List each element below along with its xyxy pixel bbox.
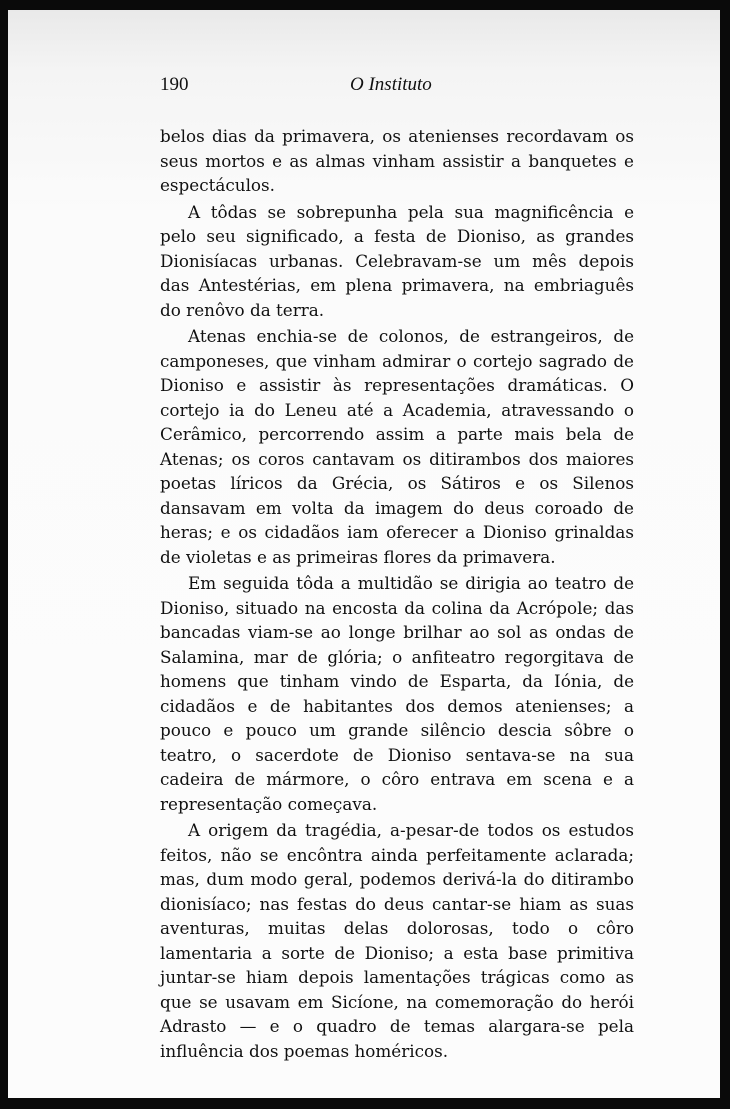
paragraph: A tôdas se sobrepunha pela sua magnificência e pelo seu significado, a festa de Dioniso, as grandes Dionisíacas urbanas. Celebravam-se um mês depois das Antestérias, em plena primavera, na embriaguês do renôvo da terra. <box>160 201 634 320</box>
page-number: 190 <box>160 74 189 95</box>
running-title: O Instituto <box>350 74 432 95</box>
paragraph: belos dias da primavera, os atenienses recordavam os seus mortos e as almas vinham assistir a banquetes e espectáculos. <box>160 126 634 195</box>
paragraph: Atenas enchia-se de colonos, de estrangeiros, de camponeses, que vinham admirar o cortejo sagrado de Dioniso e assistir às representações dramáticas. O cortejo ia do Leneu até a Academia, atravessando o Cerâmico, percorrendo assim a parte mais bela de Atenas; os coros cantavam os ditirambos dos maiores poetas líricos da Grécia, os Sátiros e os Silenos dansavam em volta da imagem do deus coroado de heras; e os cidadãos iam oferecer a Dioniso grinaldas de violetas e as primeiras flores da primavera. <box>160 326 634 567</box>
page-header <box>160 74 634 104</box>
body-text <box>160 124 634 1065</box>
paragraph: Em seguida tôda a multidão se dirigia ao teatro de Dioniso, situado na encosta da colina da Acrópole; das bancadas viam-se ao longe brilhar ao sol as ondas de Salamina, mar de glória; o anfiteatro regorgitava de homens que tinham vindo de Esparta, da Iónia, de cidadãos e de habitantes dos demos atenienses; a pouco e pouco um grande silêncio descia sôbre o teatro, o sacerdote de Dioniso sentava-se na sua cadeira de mármore, o côro entrava em scena e a representação começava. <box>160 573 634 814</box>
book-page <box>8 10 720 1098</box>
paragraph: A origem da tragédia, a-pesar-de todos os estudos feitos, não se encôntra ainda perfeitamente aclarada; mas, dum modo geral, podemos derivá-la do ditirambo dionisíaco; nas festas do deus cantar-se hiam as suas aventuras, muitas delas dolorosas, todo o côro lamentaria a sorte de Dioniso; a esta base primitiva juntar-se hiam depois lamentações trágicas como as que se usavam em Sicíone, na comemoração do herói Adrasto — e o quadro de temas alargara-se pela influência dos poemas homéricos. <box>160 820 634 1061</box>
